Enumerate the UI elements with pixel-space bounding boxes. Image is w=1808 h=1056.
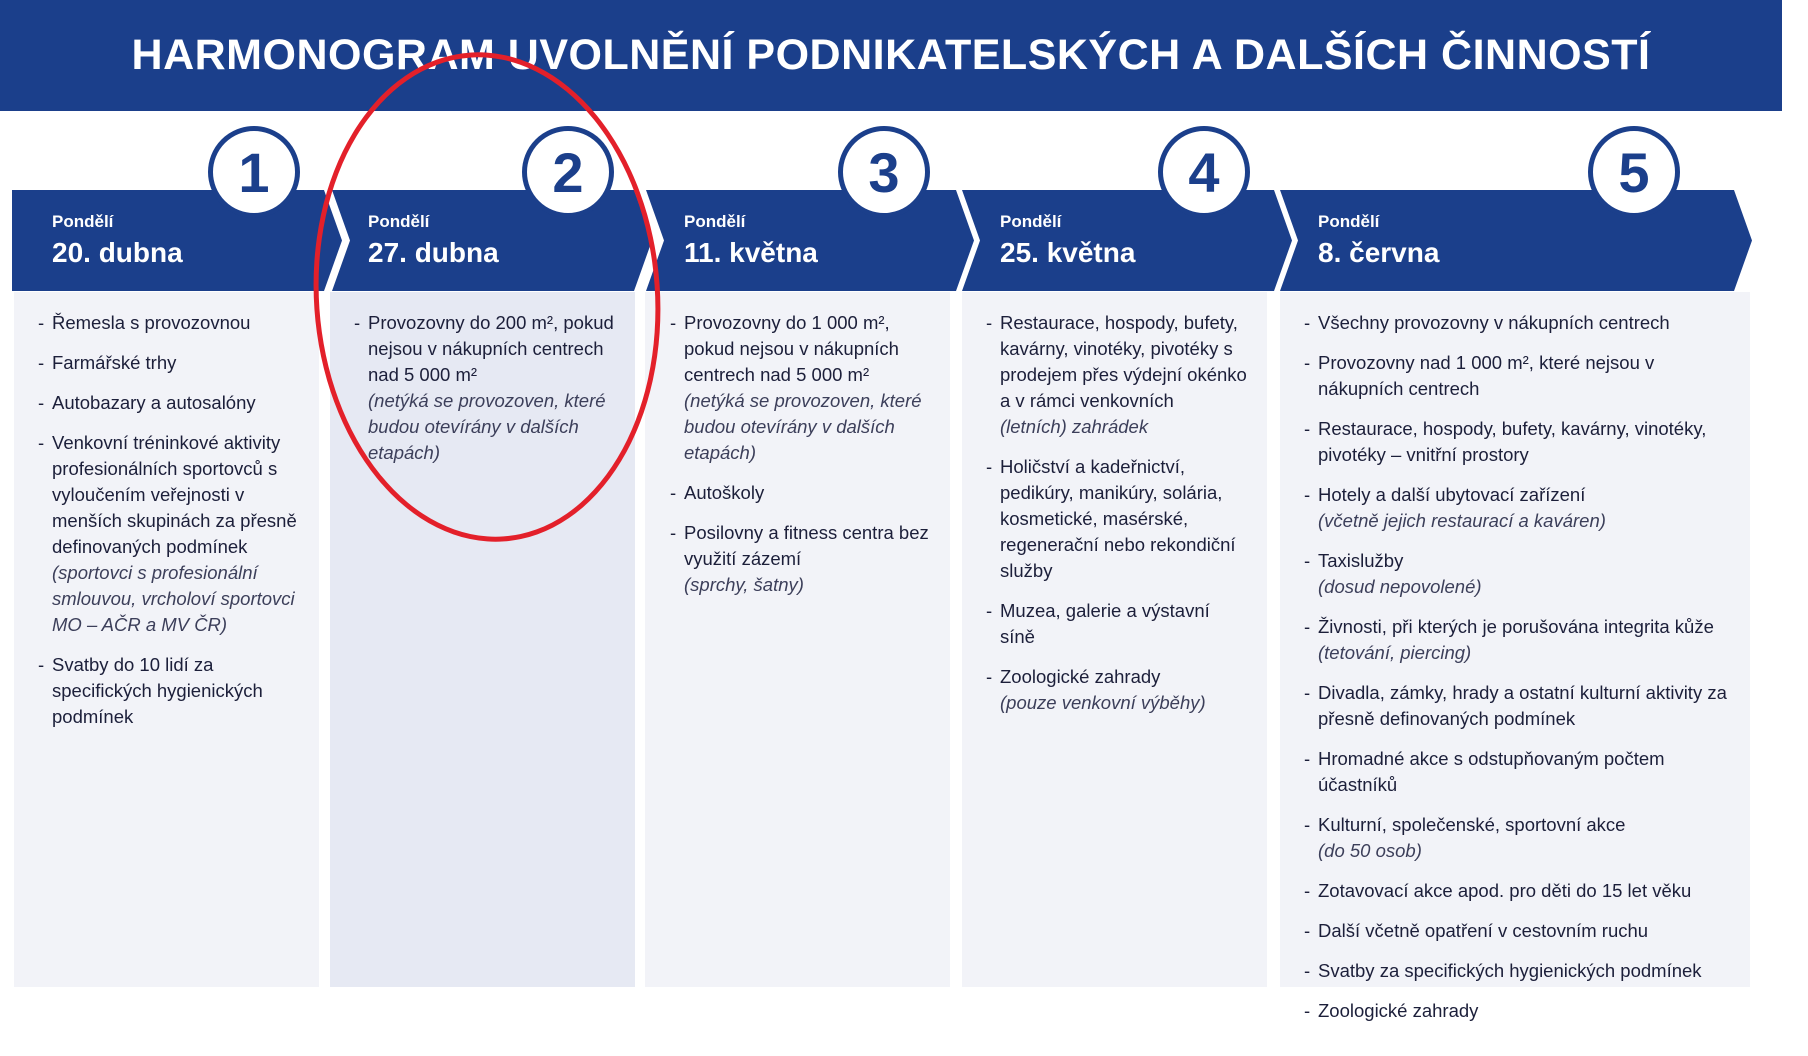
phase-arrow-4 (962, 190, 1292, 291)
item-text: Svatby za specifických hygienických podmínek (1318, 960, 1702, 981)
list-item (986, 598, 1247, 650)
item-text: Zoologické zahrady (1318, 1000, 1479, 1021)
item-note: (letních) zahrádek (1000, 416, 1149, 437)
phase-arrow-5 (1280, 190, 1752, 291)
item-text: Provozovny do 200 m², pokud nejsou v nákupních centrech nad 5 000 m² (368, 312, 614, 385)
item-text: Holičství a kadeřnictví, pedikúry, manikúry, solária, kosmetické, masérské, regenerační nebo rekondiční služby (1000, 456, 1236, 581)
list-item (1304, 310, 1730, 336)
phase-day: Pondělí (52, 212, 114, 231)
phase-number-badge: 3 (838, 126, 930, 218)
list-item (986, 310, 1247, 440)
list-item (670, 520, 930, 598)
list-item (670, 310, 930, 466)
list-item (1304, 958, 1730, 984)
phase-arrow-1 (12, 190, 342, 291)
phase-items-list (38, 310, 299, 744)
list-item (986, 454, 1247, 584)
item-text: Kulturní, společenské, sportovní akce (1318, 814, 1626, 835)
list-item (38, 350, 299, 376)
phase-day: Pondělí (684, 212, 746, 231)
phase-items-list (1304, 310, 1730, 1038)
item-text: Všechny provozovny v nákupních centrech (1318, 312, 1670, 333)
item-text: Provozovny do 1 000 m², pokud nejsou v nákupních centrech nad 5 000 m² (684, 312, 899, 385)
item-text: Zotavovací akce apod. pro děti do 15 let věku (1318, 880, 1692, 901)
list-item (1304, 998, 1730, 1024)
item-text: Hromadné akce s odstupňovaným počtem účastníků (1318, 748, 1665, 795)
list-item (1304, 680, 1730, 732)
list-item (38, 652, 299, 730)
item-text: Restaurace, hospody, bufety, kavárny, vinotéky, pivotéky s prodejem přes výdejní okénko a v rámci venkovních (1000, 312, 1247, 411)
item-text: Restaurace, hospody, bufety, kavárny, vinotéky, pivotéky – vnitřní prostory (1318, 418, 1707, 465)
list-item (670, 480, 930, 506)
phase-date: 27. dubna (368, 237, 499, 268)
item-text: Další včetně opatření v cestovním ruchu (1318, 920, 1649, 941)
item-note: (sportovci s profesionální smlouvou, vrcholoví sportovci MO – AČR a MV ČR) (52, 562, 295, 635)
list-item (1304, 482, 1730, 534)
phase-number-badge: 2 (522, 126, 614, 218)
item-text: Zoologické zahrady (1000, 666, 1161, 687)
list-item (38, 390, 299, 416)
phase-number-badge: 4 (1158, 126, 1250, 218)
list-item (354, 310, 615, 466)
item-text: Autoškoly (684, 482, 765, 503)
phase-arrow-2 (332, 190, 652, 291)
list-item (1304, 746, 1730, 798)
item-text: Divadla, zámky, hrady a ostatní kulturní aktivity za přesně definovaných podmínek (1318, 682, 1727, 729)
list-item (1304, 548, 1730, 600)
phase-items-list (670, 310, 930, 612)
phase-number-badge: 1 (208, 126, 300, 218)
item-note: (netýká se provozoven, které budou otevírány v dalších etapách) (684, 390, 922, 463)
phase-date: 20. dubna (52, 237, 183, 268)
page-title: HARMONOGRAM UVOLNĚNÍ PODNIKATELSKÝCH A DALŠÍCH ČINNOSTÍ (131, 31, 1651, 79)
item-note: (tetování, piercing) (1318, 642, 1472, 663)
item-note: (do 50 osob) (1318, 840, 1422, 861)
list-item (1304, 614, 1730, 666)
phase-date: 8. června (1318, 237, 1440, 268)
item-text: Autobazary a autosalóny (52, 392, 256, 413)
item-text: Provozovny nad 1 000 m², které nejsou v nákupních centrech (1318, 352, 1655, 399)
item-text: Živnosti, při kterých je porušována integrita kůže (1318, 616, 1714, 637)
list-item (1304, 918, 1730, 944)
item-text: Venkovní tréninkové aktivity profesionálních sportovců s vyloučením veřejnosti v menších skupinách za přesně definovaných podmínek (52, 432, 297, 557)
phase-date: 25. května (1000, 237, 1136, 268)
item-note: (sprchy, šatny) (684, 574, 804, 595)
phase-day: Pondělí (368, 212, 430, 231)
item-text: Svatby do 10 lidí za specifických hygienických podmínek (52, 654, 263, 727)
item-text: Muzea, galerie a výstavní síně (1000, 600, 1210, 647)
list-item (1304, 350, 1730, 402)
phase-number-badge: 5 (1588, 126, 1680, 218)
item-text: Posilovny a fitness centra bez využití zázemí (684, 522, 929, 569)
item-note: (dosud nepovolené) (1318, 576, 1482, 597)
phase-items-list (354, 310, 615, 480)
item-text: Farmářské trhy (52, 352, 177, 373)
list-item (1304, 878, 1730, 904)
phase-day: Pondělí (1000, 212, 1062, 231)
phase-items-list (986, 310, 1247, 730)
item-text: Řemesla s provozovnou (52, 312, 251, 333)
item-note: (netýká se provozoven, které budou otevírány v dalších etapách) (368, 390, 606, 463)
phase-day: Pondělí (1318, 212, 1380, 231)
item-note: (pouze venkovní výběhy) (1000, 692, 1206, 713)
list-item (1304, 416, 1730, 468)
list-item (38, 310, 299, 336)
list-item (1304, 812, 1730, 864)
item-note: (včetně jejich restaurací a kaváren) (1318, 510, 1606, 531)
item-text: Taxislužby (1318, 550, 1404, 571)
list-item (986, 664, 1247, 716)
phase-date: 11. května (684, 237, 818, 268)
phase-arrow-3 (646, 190, 974, 291)
item-text: Hotely a další ubytovací zařízení (1318, 484, 1586, 505)
list-item (38, 430, 299, 638)
